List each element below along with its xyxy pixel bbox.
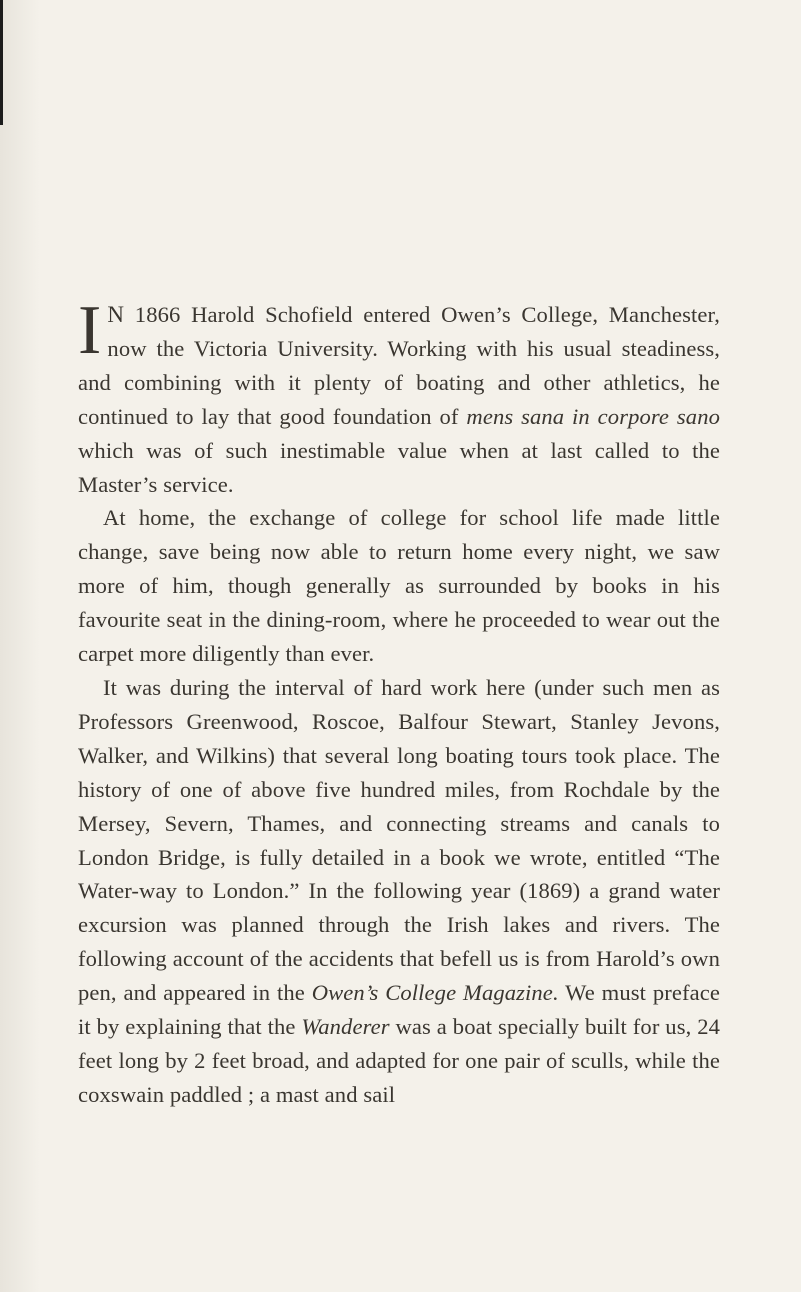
text-segment: At home, the exchange of college for school life made little change, save being now able to return home every night, we saw more of him, though generally as surrounded by books in his favourite seat in the dining-room, where he proceeded to wear out the carpet more diligently than ever. [78,505,720,667]
paragraph-1 [78,292,720,501]
lead-word: N [107,302,125,327]
text-segment: We must preface it by explaining that the [78,980,720,1040]
paragraph-3 [78,671,720,1112]
text-segment: 1866 Harold Schofield entered Owen’s College, Manchester, now the Victoria University. Working with his usual steadiness, and combining with it plenty of boating and other athletics, he continued to lay that good foundation of [78,302,720,429]
page-gutter-shadow [0,0,40,1292]
boat-name: Wanderer [301,1014,390,1040]
drop-cap: I [78,292,102,369]
text-segment: was a boat specially built for us, 24 feet long by 2 feet broad, and adapted for one pair of sculls, while the coxswain paddled ; a mast and sail [78,1014,720,1107]
page-edge-mark [0,0,3,125]
body-text [78,292,720,1112]
text-segment: which was of such inestimable value when at last called to the Master’s service. [78,437,720,497]
latin-phrase: mens sana in corpore sano [466,403,720,429]
text-segment: It was during the interval of hard work here (under such men as Professors Greenwood, Roscoe, Balfour Stewart, Stanley Jevons, Walker, and Wilkins) that several long boating tours took place. The history of one of above five hundred miles, from Rochdale by the Mersey, Severn, Thames, and connecting streams and canals to London Bridge, is fully detailed in a book we wrote, entitled “The Water-way to London.” In the following year (1869) a grand water excursion was planned through the Irish lakes and rivers. The following account of the accidents that befell us is from Harold’s own pen, and appeared in the [78,674,720,1006]
paragraph-2 [78,501,720,671]
magazine-title: Owen’s College Magazine. [311,980,559,1006]
